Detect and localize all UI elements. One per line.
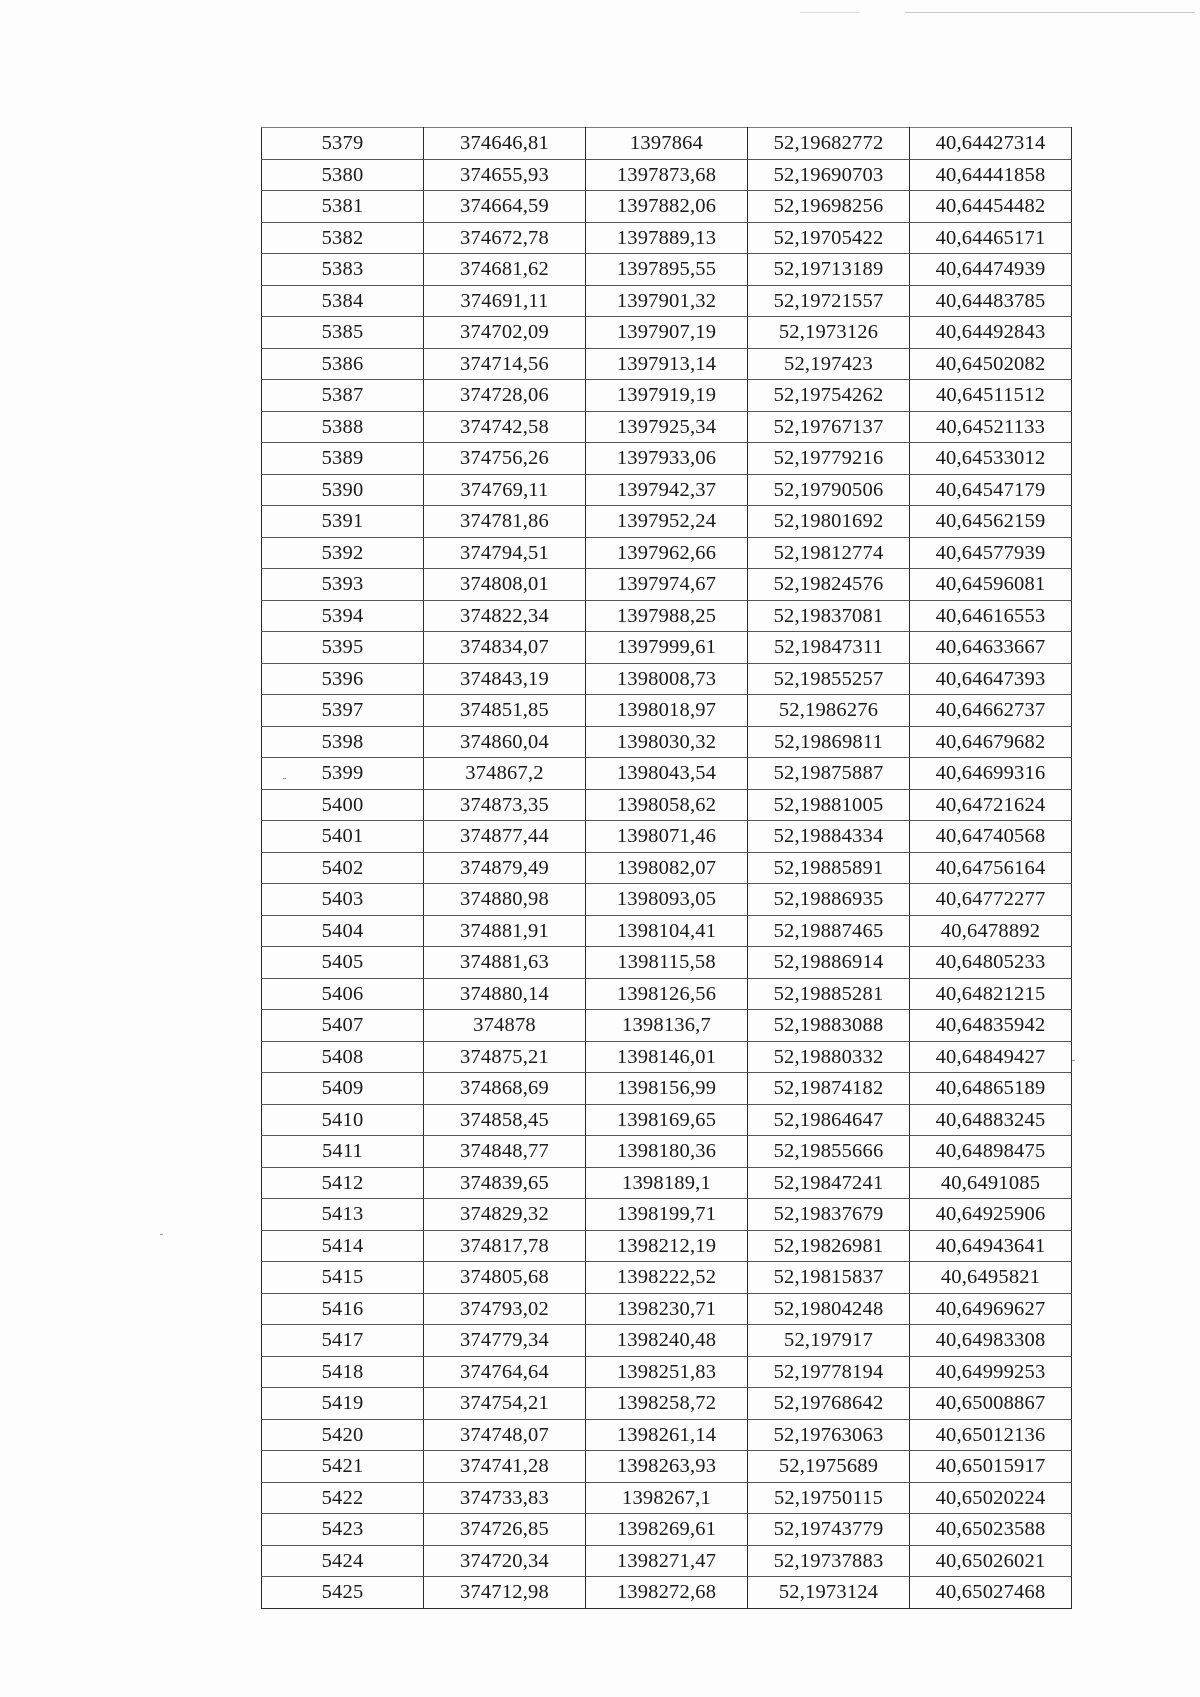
table-row [262, 789, 1072, 821]
table-row [262, 1136, 1072, 1168]
longitude-cell: 40,64633667 [910, 632, 1072, 664]
point-number-cell: 5404 [262, 915, 424, 947]
x-coordinate-cell: 374822,34 [424, 600, 586, 632]
point-number-cell: 5412 [262, 1167, 424, 1199]
latitude-cell: 52,197917 [748, 1325, 910, 1357]
point-number-cell: 5405 [262, 947, 424, 979]
x-coordinate-cell: 374881,63 [424, 947, 586, 979]
latitude-cell: 52,19885281 [748, 978, 910, 1010]
table-row [262, 600, 1072, 632]
point-number-cell: 5401 [262, 821, 424, 853]
table-row [262, 1419, 1072, 1451]
table-row [262, 947, 1072, 979]
table-row [262, 1293, 1072, 1325]
y-coordinate-cell: 1398058,62 [586, 789, 748, 821]
table-row [262, 978, 1072, 1010]
point-number-cell: 5403 [262, 884, 424, 916]
longitude-cell: 40,64577939 [910, 537, 1072, 569]
point-number-cell: 5384 [262, 285, 424, 317]
latitude-cell: 52,19767137 [748, 411, 910, 443]
latitude-cell: 52,19779216 [748, 443, 910, 475]
latitude-cell: 52,19883088 [748, 1010, 910, 1042]
longitude-cell: 40,64483785 [910, 285, 1072, 317]
scan-edge-mark [905, 12, 1195, 13]
table-row [262, 380, 1072, 412]
point-number-cell: 5410 [262, 1104, 424, 1136]
table-row [262, 1010, 1072, 1042]
latitude-cell: 52,19864647 [748, 1104, 910, 1136]
point-number-cell: 5423 [262, 1514, 424, 1546]
y-coordinate-cell: 1398258,72 [586, 1388, 748, 1420]
latitude-cell: 52,1973126 [748, 317, 910, 349]
point-number-cell: 5421 [262, 1451, 424, 1483]
table-row [262, 1199, 1072, 1231]
longitude-cell: 40,64474939 [910, 254, 1072, 286]
latitude-cell: 52,19778194 [748, 1356, 910, 1388]
latitude-cell: 52,19804248 [748, 1293, 910, 1325]
x-coordinate-cell: 374728,06 [424, 380, 586, 412]
scan-speck [160, 1234, 163, 1235]
longitude-cell: 40,6478892 [910, 915, 1072, 947]
y-coordinate-cell: 1398199,71 [586, 1199, 748, 1231]
point-number-cell: 5385 [262, 317, 424, 349]
longitude-cell: 40,65026021 [910, 1545, 1072, 1577]
y-coordinate-cell: 1397919,19 [586, 380, 748, 412]
table-row [262, 254, 1072, 286]
latitude-cell: 52,19705422 [748, 222, 910, 254]
table-row [262, 1356, 1072, 1388]
y-coordinate-cell: 1398169,65 [586, 1104, 748, 1136]
longitude-cell: 40,65020224 [910, 1482, 1072, 1514]
latitude-cell: 52,19824576 [748, 569, 910, 601]
y-coordinate-cell: 1398180,36 [586, 1136, 748, 1168]
longitude-cell: 40,64983308 [910, 1325, 1072, 1357]
longitude-cell: 40,64699316 [910, 758, 1072, 790]
table-row [262, 191, 1072, 223]
x-coordinate-cell: 374714,56 [424, 348, 586, 380]
y-coordinate-cell: 1398093,05 [586, 884, 748, 916]
latitude-cell: 52,197423 [748, 348, 910, 380]
latitude-cell: 52,19750115 [748, 1482, 910, 1514]
longitude-cell: 40,65023588 [910, 1514, 1072, 1546]
y-coordinate-cell: 1397925,34 [586, 411, 748, 443]
longitude-cell: 40,64502082 [910, 348, 1072, 380]
point-number-cell: 5381 [262, 191, 424, 223]
longitude-cell: 40,65012136 [910, 1419, 1072, 1451]
y-coordinate-cell: 1397988,25 [586, 600, 748, 632]
latitude-cell: 52,19881005 [748, 789, 910, 821]
point-number-cell: 5417 [262, 1325, 424, 1357]
point-number-cell: 5420 [262, 1419, 424, 1451]
point-number-cell: 5399 [262, 758, 424, 790]
x-coordinate-cell: 374878 [424, 1010, 586, 1042]
longitude-cell: 40,64883245 [910, 1104, 1072, 1136]
x-coordinate-cell: 374691,11 [424, 285, 586, 317]
longitude-cell: 40,64999253 [910, 1356, 1072, 1388]
y-coordinate-cell: 1398189,1 [586, 1167, 748, 1199]
table-row [262, 285, 1072, 317]
y-coordinate-cell: 1398240,48 [586, 1325, 748, 1357]
y-coordinate-cell: 1397901,32 [586, 285, 748, 317]
x-coordinate-cell: 374873,35 [424, 789, 586, 821]
y-coordinate-cell: 1398230,71 [586, 1293, 748, 1325]
y-coordinate-cell: 1397942,37 [586, 474, 748, 506]
longitude-cell: 40,64835942 [910, 1010, 1072, 1042]
x-coordinate-cell: 374754,21 [424, 1388, 586, 1420]
latitude-cell: 52,19855257 [748, 663, 910, 695]
longitude-cell: 40,64849427 [910, 1041, 1072, 1073]
longitude-cell: 40,64662737 [910, 695, 1072, 727]
table-row [262, 1545, 1072, 1577]
point-number-cell: 5406 [262, 978, 424, 1010]
latitude-cell: 52,19754262 [748, 380, 910, 412]
y-coordinate-cell: 1397907,19 [586, 317, 748, 349]
x-coordinate-cell: 374794,51 [424, 537, 586, 569]
point-number-cell: 5387 [262, 380, 424, 412]
point-number-cell: 5424 [262, 1545, 424, 1577]
point-number-cell: 5382 [262, 222, 424, 254]
longitude-cell: 40,64596081 [910, 569, 1072, 601]
longitude-cell: 40,64898475 [910, 1136, 1072, 1168]
x-coordinate-cell: 374880,14 [424, 978, 586, 1010]
table-row [262, 695, 1072, 727]
table-row [262, 852, 1072, 884]
point-number-cell: 5414 [262, 1230, 424, 1262]
latitude-cell: 52,19837679 [748, 1199, 910, 1231]
table-row [262, 317, 1072, 349]
y-coordinate-cell: 1397882,06 [586, 191, 748, 223]
longitude-cell: 40,6495821 [910, 1262, 1072, 1294]
longitude-cell: 40,64805233 [910, 947, 1072, 979]
x-coordinate-cell: 374834,07 [424, 632, 586, 664]
longitude-cell: 40,64721624 [910, 789, 1072, 821]
latitude-cell: 52,19886914 [748, 947, 910, 979]
point-number-cell: 5409 [262, 1073, 424, 1105]
y-coordinate-cell: 1397933,06 [586, 443, 748, 475]
latitude-cell: 52,19690703 [748, 159, 910, 191]
y-coordinate-cell: 1398272,68 [586, 1577, 748, 1609]
longitude-cell: 40,6491085 [910, 1167, 1072, 1199]
point-number-cell: 5389 [262, 443, 424, 475]
longitude-cell: 40,64865189 [910, 1073, 1072, 1105]
y-coordinate-cell: 1398115,58 [586, 947, 748, 979]
point-number-cell: 5379 [262, 128, 424, 160]
table-row [262, 569, 1072, 601]
y-coordinate-cell: 1398271,47 [586, 1545, 748, 1577]
x-coordinate-cell: 374858,45 [424, 1104, 586, 1136]
table-row [262, 537, 1072, 569]
x-coordinate-cell: 374880,98 [424, 884, 586, 916]
latitude-cell: 52,19885891 [748, 852, 910, 884]
y-coordinate-cell: 1398018,97 [586, 695, 748, 727]
point-number-cell: 5411 [262, 1136, 424, 1168]
y-coordinate-cell: 1397873,68 [586, 159, 748, 191]
y-coordinate-cell: 1397952,24 [586, 506, 748, 538]
latitude-cell: 52,19886935 [748, 884, 910, 916]
point-number-cell: 5422 [262, 1482, 424, 1514]
point-number-cell: 5392 [262, 537, 424, 569]
scan-edge-mark [800, 12, 860, 13]
table-row [262, 1230, 1072, 1262]
x-coordinate-cell: 374848,77 [424, 1136, 586, 1168]
longitude-cell: 40,64454482 [910, 191, 1072, 223]
y-coordinate-cell: 1398104,41 [586, 915, 748, 947]
point-number-cell: 5397 [262, 695, 424, 727]
table-row [262, 1514, 1072, 1546]
longitude-cell: 40,64511512 [910, 380, 1072, 412]
y-coordinate-cell: 1398251,83 [586, 1356, 748, 1388]
longitude-cell: 40,64616553 [910, 600, 1072, 632]
x-coordinate-cell: 374712,98 [424, 1577, 586, 1609]
latitude-cell: 52,19869811 [748, 726, 910, 758]
y-coordinate-cell: 1397962,66 [586, 537, 748, 569]
y-coordinate-cell: 1397999,61 [586, 632, 748, 664]
longitude-cell: 40,65008867 [910, 1388, 1072, 1420]
longitude-cell: 40,64647393 [910, 663, 1072, 695]
point-number-cell: 5415 [262, 1262, 424, 1294]
table-row [262, 506, 1072, 538]
y-coordinate-cell: 1398030,32 [586, 726, 748, 758]
table-row [262, 1482, 1072, 1514]
table-row [262, 1073, 1072, 1105]
point-number-cell: 5391 [262, 506, 424, 538]
longitude-cell: 40,64547179 [910, 474, 1072, 506]
latitude-cell: 52,19713189 [748, 254, 910, 286]
x-coordinate-cell: 374843,19 [424, 663, 586, 695]
y-coordinate-cell: 1398156,99 [586, 1073, 748, 1105]
coordinates-table [261, 127, 1072, 1609]
y-coordinate-cell: 1398269,61 [586, 1514, 748, 1546]
latitude-cell: 52,19815837 [748, 1262, 910, 1294]
longitude-cell: 40,64465171 [910, 222, 1072, 254]
y-coordinate-cell: 1398136,7 [586, 1010, 748, 1042]
longitude-cell: 40,64821215 [910, 978, 1072, 1010]
table-row [262, 159, 1072, 191]
longitude-cell: 40,64679682 [910, 726, 1072, 758]
longitude-cell: 40,64427314 [910, 128, 1072, 160]
coordinates-table-body [262, 128, 1072, 1609]
x-coordinate-cell: 374748,07 [424, 1419, 586, 1451]
x-coordinate-cell: 374655,93 [424, 159, 586, 191]
x-coordinate-cell: 374646,81 [424, 128, 586, 160]
latitude-cell: 52,19880332 [748, 1041, 910, 1073]
point-number-cell: 5396 [262, 663, 424, 695]
x-coordinate-cell: 374733,83 [424, 1482, 586, 1514]
table-row [262, 1104, 1072, 1136]
point-number-cell: 5413 [262, 1199, 424, 1231]
y-coordinate-cell: 1397889,13 [586, 222, 748, 254]
table-row [262, 1325, 1072, 1357]
point-number-cell: 5386 [262, 348, 424, 380]
y-coordinate-cell: 1397974,67 [586, 569, 748, 601]
x-coordinate-cell: 374720,34 [424, 1545, 586, 1577]
table-row [262, 758, 1072, 790]
point-number-cell: 5393 [262, 569, 424, 601]
table-row [262, 1262, 1072, 1294]
longitude-cell: 40,65027468 [910, 1577, 1072, 1609]
y-coordinate-cell: 1398267,1 [586, 1482, 748, 1514]
x-coordinate-cell: 374868,69 [424, 1073, 586, 1105]
latitude-cell: 52,19837081 [748, 600, 910, 632]
x-coordinate-cell: 374672,78 [424, 222, 586, 254]
x-coordinate-cell: 374664,59 [424, 191, 586, 223]
x-coordinate-cell: 374875,21 [424, 1041, 586, 1073]
x-coordinate-cell: 374764,64 [424, 1356, 586, 1388]
x-coordinate-cell: 374860,04 [424, 726, 586, 758]
y-coordinate-cell: 1398043,54 [586, 758, 748, 790]
x-coordinate-cell: 374779,34 [424, 1325, 586, 1357]
table-row [262, 1041, 1072, 1073]
table-row [262, 1451, 1072, 1483]
latitude-cell: 52,1975689 [748, 1451, 910, 1483]
longitude-cell: 40,64925906 [910, 1199, 1072, 1231]
table-row [262, 222, 1072, 254]
scan-speck [1072, 1060, 1075, 1061]
point-number-cell: 5395 [262, 632, 424, 664]
x-coordinate-cell: 374793,02 [424, 1293, 586, 1325]
y-coordinate-cell: 1397864 [586, 128, 748, 160]
y-coordinate-cell: 1398071,46 [586, 821, 748, 853]
point-number-cell: 5425 [262, 1577, 424, 1609]
y-coordinate-cell: 1398261,14 [586, 1419, 748, 1451]
y-coordinate-cell: 1397895,55 [586, 254, 748, 286]
longitude-cell: 40,64969627 [910, 1293, 1072, 1325]
latitude-cell: 52,19887465 [748, 915, 910, 947]
latitude-cell: 52,19698256 [748, 191, 910, 223]
latitude-cell: 52,19855666 [748, 1136, 910, 1168]
x-coordinate-cell: 374781,86 [424, 506, 586, 538]
point-number-cell: 5380 [262, 159, 424, 191]
latitude-cell: 52,19875887 [748, 758, 910, 790]
x-coordinate-cell: 374817,78 [424, 1230, 586, 1262]
latitude-cell: 52,19847311 [748, 632, 910, 664]
longitude-cell: 40,64533012 [910, 443, 1072, 475]
longitude-cell: 40,64740568 [910, 821, 1072, 853]
latitude-cell: 52,19884334 [748, 821, 910, 853]
x-coordinate-cell: 374756,26 [424, 443, 586, 475]
table-row [262, 474, 1072, 506]
longitude-cell: 40,64521133 [910, 411, 1072, 443]
latitude-cell: 52,19801692 [748, 506, 910, 538]
x-coordinate-cell: 374805,68 [424, 1262, 586, 1294]
point-number-cell: 5402 [262, 852, 424, 884]
longitude-cell: 40,64943641 [910, 1230, 1072, 1262]
point-number-cell: 5388 [262, 411, 424, 443]
x-coordinate-cell: 374881,91 [424, 915, 586, 947]
table-row [262, 1577, 1072, 1609]
latitude-cell: 52,19682772 [748, 128, 910, 160]
table-row [262, 632, 1072, 664]
latitude-cell: 52,1986276 [748, 695, 910, 727]
longitude-cell: 40,64441858 [910, 159, 1072, 191]
y-coordinate-cell: 1398082,07 [586, 852, 748, 884]
x-coordinate-cell: 374877,44 [424, 821, 586, 853]
y-coordinate-cell: 1398263,93 [586, 1451, 748, 1483]
table-row [262, 726, 1072, 758]
x-coordinate-cell: 374851,85 [424, 695, 586, 727]
point-number-cell: 5394 [262, 600, 424, 632]
x-coordinate-cell: 374839,65 [424, 1167, 586, 1199]
table-row [262, 411, 1072, 443]
x-coordinate-cell: 374808,01 [424, 569, 586, 601]
point-number-cell: 5407 [262, 1010, 424, 1042]
latitude-cell: 52,19768642 [748, 1388, 910, 1420]
x-coordinate-cell: 374742,58 [424, 411, 586, 443]
point-number-cell: 5419 [262, 1388, 424, 1420]
table-row [262, 915, 1072, 947]
longitude-cell: 40,64492843 [910, 317, 1072, 349]
latitude-cell: 52,19847241 [748, 1167, 910, 1199]
point-number-cell: 5408 [262, 1041, 424, 1073]
latitude-cell: 52,19721557 [748, 285, 910, 317]
x-coordinate-cell: 374702,09 [424, 317, 586, 349]
y-coordinate-cell: 1397913,14 [586, 348, 748, 380]
x-coordinate-cell: 374867,2 [424, 758, 586, 790]
x-coordinate-cell: 374829,32 [424, 1199, 586, 1231]
table-row [262, 884, 1072, 916]
y-coordinate-cell: 1398212,19 [586, 1230, 748, 1262]
table-row [262, 128, 1072, 160]
x-coordinate-cell: 374726,85 [424, 1514, 586, 1546]
latitude-cell: 52,19826981 [748, 1230, 910, 1262]
x-coordinate-cell: 374741,28 [424, 1451, 586, 1483]
longitude-cell: 40,64562159 [910, 506, 1072, 538]
point-number-cell: 5383 [262, 254, 424, 286]
table-row [262, 348, 1072, 380]
y-coordinate-cell: 1398126,56 [586, 978, 748, 1010]
latitude-cell: 52,19812774 [748, 537, 910, 569]
point-number-cell: 5416 [262, 1293, 424, 1325]
longitude-cell: 40,65015917 [910, 1451, 1072, 1483]
latitude-cell: 52,19874182 [748, 1073, 910, 1105]
x-coordinate-cell: 374769,11 [424, 474, 586, 506]
table-row [262, 443, 1072, 475]
point-number-cell: 5390 [262, 474, 424, 506]
longitude-cell: 40,64772277 [910, 884, 1072, 916]
x-coordinate-cell: 374879,49 [424, 852, 586, 884]
point-number-cell: 5418 [262, 1356, 424, 1388]
table-row [262, 1167, 1072, 1199]
table-row [262, 1388, 1072, 1420]
y-coordinate-cell: 1398008,73 [586, 663, 748, 695]
x-coordinate-cell: 374681,62 [424, 254, 586, 286]
latitude-cell: 52,19763063 [748, 1419, 910, 1451]
y-coordinate-cell: 1398146,01 [586, 1041, 748, 1073]
longitude-cell: 40,64756164 [910, 852, 1072, 884]
latitude-cell: 52,19743779 [748, 1514, 910, 1546]
latitude-cell: 52,1973124 [748, 1577, 910, 1609]
point-number-cell: 5398 [262, 726, 424, 758]
latitude-cell: 52,19790506 [748, 474, 910, 506]
table-row [262, 663, 1072, 695]
point-number-cell: 5400 [262, 789, 424, 821]
y-coordinate-cell: 1398222,52 [586, 1262, 748, 1294]
latitude-cell: 52,19737883 [748, 1545, 910, 1577]
table-row [262, 821, 1072, 853]
